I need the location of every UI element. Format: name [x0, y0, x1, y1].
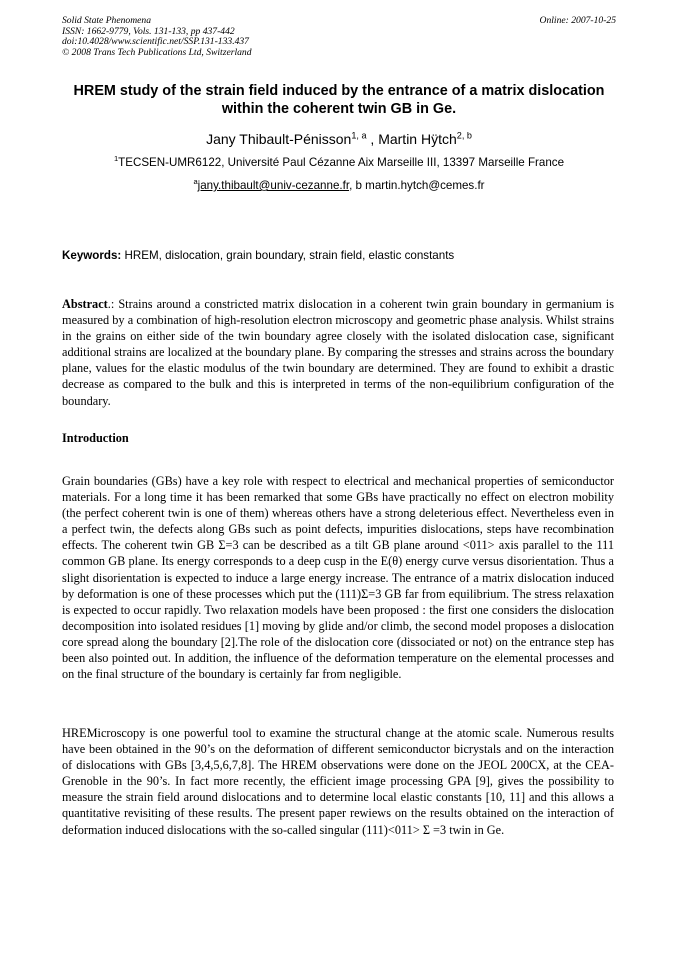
keywords-label: Keywords: — [62, 249, 122, 262]
journal-header — [62, 16, 442, 58]
author-emails — [62, 178, 616, 194]
affiliation-text: TECSEN-UMR6122, Université Paul Cézanne Aix Marseille III, 13397 Marseille France — [118, 156, 565, 169]
section-heading: Introduction — [62, 431, 129, 445]
author-name: Jany Thibault-Pénisson — [206, 131, 352, 147]
abstract-sep: .: — [107, 297, 119, 311]
journal-issn: ISSN: 1662-9779, Vols. 131-133, pp 437-442 — [62, 25, 235, 37]
author-list — [62, 130, 616, 148]
affiliation-mark: 1 — [113, 154, 119, 164]
online-date: Online: 2007-10-25 — [539, 15, 616, 26]
author-separator: , — [366, 131, 379, 147]
affiliation — [62, 155, 616, 171]
keywords — [62, 248, 616, 264]
author-name: Martin Hÿtch — [378, 131, 457, 147]
abstract-text: Strains around a constricted matrix dislocation in a coherent twin grain boundary in germanium is measured by a combination of high-resolution electron microscopy and geometric phase analysis. Whilst strains in the grains on either side of the twin boundary agree closely with the isolated dislocation case, significant additional strains are localized at the boundary plane. By comparing the stresses and strains across the boundary plane, values for the elastic modulus of the twin boundary are determined. They are found to exhibit a drastic decrease as compared to the bulk and this is interpreted in terms of the non-equilibrium configuration of the boundary. — [62, 297, 614, 408]
journal-copyright: © 2008 Trans Tech Publications Ltd, Switzerland — [62, 46, 252, 58]
journal-name: Solid State Phenomena — [62, 15, 151, 26]
body-paragraph: HREMicroscopy is one powerful tool to examine the structural change at the atomic scale. Numerous results have been obtained in the 90’s on the deformation of different semiconductor bicrystals and on the interaction of dislocations with GBs [3,4,5,6,7,8]. The HREM observations were done on the JEOL 200CX, at the CEA-Grenoble in the 90’s. In fact more recently, the efficient image processing GPA [9], gives the possibility to measure the strain field around dislocations and to determine local elastic constants [10, 11] and this allows a quantitative revisiting of these results. The present paper rewiews on the results obtained on the interaction of deformation induced dislocations with the so-called singular (111)<011> Σ =3 twin in Ge. — [62, 726, 614, 837]
email-rest: , b martin.hytch@cemes.fr — [349, 179, 485, 192]
body-paragraph: Grain boundaries (GBs) have a key role with respect to electrical and mechanical properties of semiconductor materials. For a long time it has been remarked that some GBs have practically no effect on electron mobility (the perfect coherent twin is one of them) whereas others have a strong deleterious effect. Nevertheless even in a perfect twin, the defects along GBs such as point defects, impurities dislocations, steps have recombination effects. The coherent twin GB Σ=3 can be described as a tilt GB plane around <011> axis parallel to the 111 common GB plane. Its energy corresponds to a deep cusp in the E(θ) energy curve versus disorientation. Thus a slight disorientation is expected to induce a large energy increase. The entrance of a matrix dislocation induced by deformation is one of these processes which put the (111)Σ=3 GB far from equilibrium. The stress relaxation is expected to occur rapidly. Two relaxation models have been proposed : the first one considers the dislocation decomposition into isolated residues [1] moving by glide and/or climb, the second model proposes a dislocation core spread along the boundary [2].The role of the dislocation core (dissociated or not) on the entrance step has been also pointed out. In addition, the influence of the deformation temperature on the elemental processes and on the final structure of the boundary is certainly far from negligible. — [62, 474, 614, 682]
abstract — [62, 296, 614, 409]
paper-title: HREM study of the strain field induced by the entrance of a matrix dislocation within the coherent twin GB in Ge. — [73, 83, 605, 117]
author-affiliation-mark: 2, b — [456, 130, 472, 141]
email-mark: a — [193, 177, 198, 187]
journal-doi[interactable]: doi:10.4028/www.scientific.net/SSP.131-133.437 — [62, 36, 249, 48]
abstract-label: Abstract — [62, 297, 108, 311]
keywords-text: HREM, dislocation, grain boundary, strain field, elastic constants — [121, 249, 455, 262]
author-affiliation-mark: 1, a — [351, 130, 367, 141]
email-link[interactable]: jany.thibault@univ-cezanne.fr — [197, 179, 350, 192]
